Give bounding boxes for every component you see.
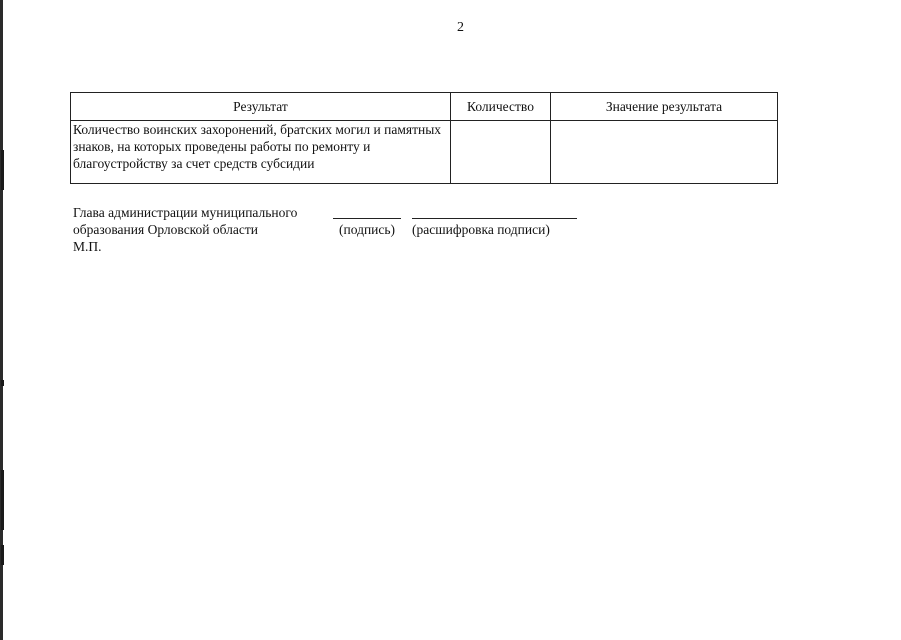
cell-quantity	[451, 121, 551, 184]
cell-result: Количество воинских захоронений, братских могил и памятных знаков, на которых проведены работы по ремонту и благоустройству за счет средств субсидии	[71, 121, 451, 184]
scan-left-edge	[0, 0, 3, 640]
table-row	[71, 121, 778, 184]
header-value: Значение результата	[551, 93, 778, 121]
position-line-2: образования Орловской области	[73, 222, 259, 237]
decoding-line	[412, 204, 577, 219]
scan-artifact	[1, 380, 4, 386]
position-line-1: Глава администрации муниципального	[73, 205, 298, 220]
table-header-row	[71, 93, 778, 121]
decoding-caption: (расшифровка подписи)	[412, 222, 550, 237]
result-table	[70, 92, 778, 184]
scan-artifact	[1, 545, 4, 565]
page-number: 2	[457, 20, 464, 35]
cell-value	[551, 121, 778, 184]
scan-artifact	[1, 470, 4, 530]
stamp-mark: М.П.	[73, 239, 102, 254]
signature-line	[333, 204, 401, 219]
header-result: Результат	[71, 93, 451, 121]
signature-caption: (подпись)	[339, 222, 396, 237]
header-quantity: Количество	[451, 93, 551, 121]
scan-artifact	[1, 150, 4, 190]
